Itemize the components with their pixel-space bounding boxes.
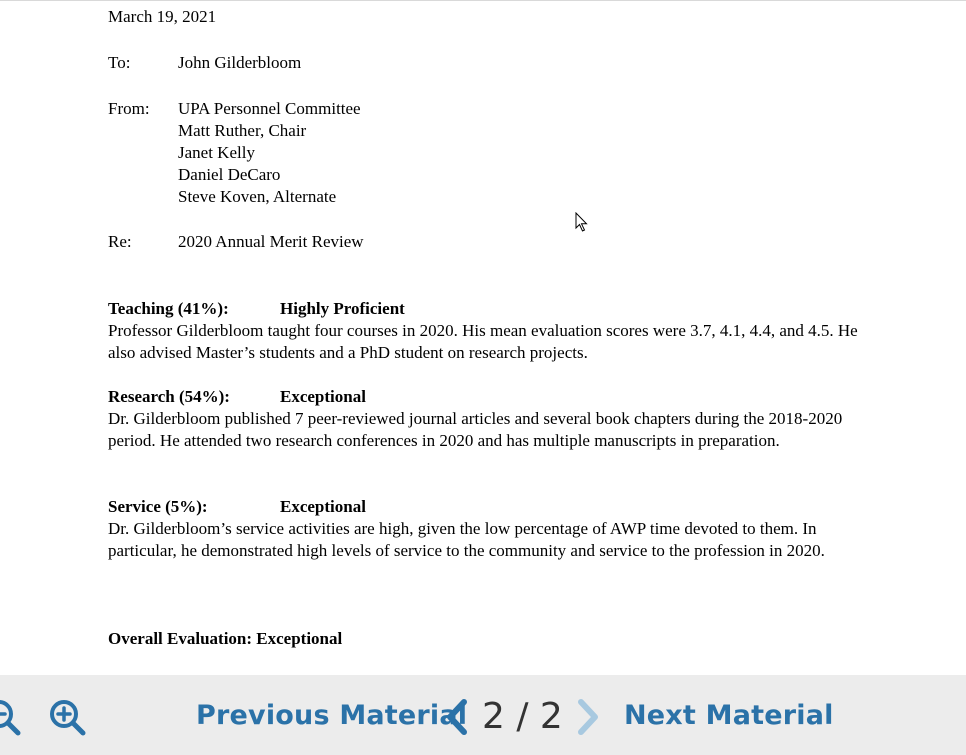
to-value: John Gilderbloom bbox=[178, 53, 302, 72]
section-body-research: Dr. Gilderbloom published 7 peer-reviewed journal articles and several book chapters during the 2018-2020 period. He attended two research conferences in 2020 and has multiple manuscripts in preparation. bbox=[108, 409, 843, 450]
section-rating-service: Exceptional bbox=[280, 497, 366, 516]
section-rating-research: Exceptional bbox=[280, 387, 366, 406]
section-body-service: Dr. Gilderbloom’s service activities are high, given the low percentage of AWP time devoted to them. In particular, he demonstrated high levels of service to the community and service to the profession in 2020. bbox=[108, 519, 825, 560]
re-value: 2020 Annual Merit Review bbox=[178, 232, 364, 251]
section-body-teaching: Professor Gilderbloom taught four courses in 2020. His mean evaluation scores were 3.7, 4.1, 4.4, and 4.5. He also advised Master’s students and a PhD student on research projects. bbox=[108, 321, 858, 362]
section-heading-research: Research (54%): bbox=[108, 387, 230, 406]
section-heading-teaching: Teaching (41%): bbox=[108, 299, 229, 318]
section-rating-teaching: Highly Proficient bbox=[280, 299, 405, 318]
top-divider bbox=[0, 0, 966, 1]
zoom-out-icon[interactable] bbox=[0, 697, 22, 737]
from-label: From: bbox=[108, 99, 150, 118]
mouse-pointer-icon bbox=[575, 212, 589, 232]
from-line: Daniel DeCaro bbox=[178, 165, 281, 184]
previous-material-button[interactable]: Previous Material bbox=[196, 700, 468, 731]
section-heading-service: Service (5%): bbox=[108, 497, 208, 516]
chevron-left-icon[interactable] bbox=[444, 698, 470, 736]
page-indicator: 2 / 2 bbox=[482, 696, 563, 737]
memo-date: March 19, 2021 bbox=[108, 7, 217, 26]
re-label: Re: bbox=[108, 232, 132, 251]
material-toolbar bbox=[0, 675, 966, 755]
overall-evaluation: Overall Evaluation: Exceptional bbox=[108, 629, 343, 648]
chevron-right-icon[interactable] bbox=[575, 698, 601, 736]
zoom-in-icon[interactable] bbox=[47, 697, 87, 737]
from-line: Janet Kelly bbox=[178, 143, 255, 162]
from-line: Matt Ruther, Chair bbox=[178, 121, 307, 140]
from-line: Steve Koven, Alternate bbox=[178, 187, 337, 206]
next-material-button[interactable]: Next Material bbox=[624, 700, 834, 731]
to-label: To: bbox=[108, 53, 131, 72]
from-line: UPA Personnel Committee bbox=[178, 99, 361, 118]
